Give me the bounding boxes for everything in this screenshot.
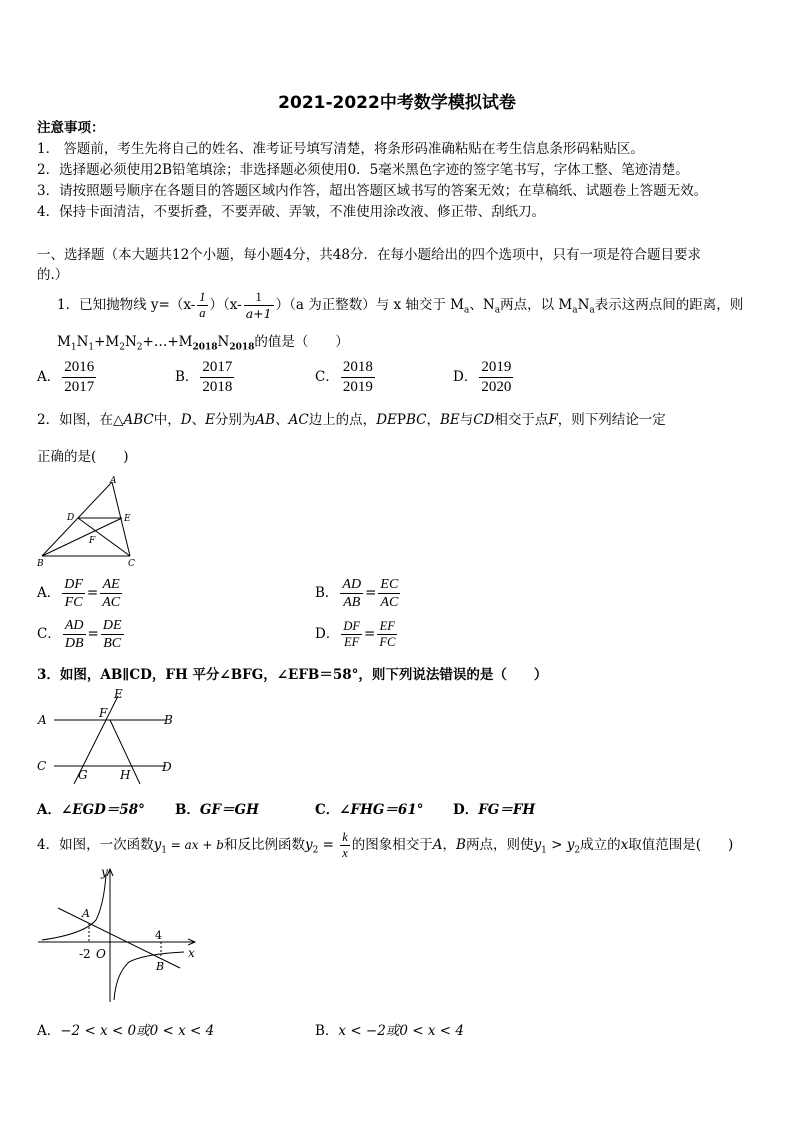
question-2: 2．如图，在△ABC中，D、E分别为AB、AC边上的点，DEPBC，BE与CD相交于点F，则下列结论一定 xyxy=(37,412,666,428)
hyperbola-branch-right xyxy=(114,952,184,1000)
label-y: y xyxy=(101,865,108,879)
q4-option-b[interactable]: B．x < −2或0 < x < 4 xyxy=(315,1023,464,1039)
q1-option-d[interactable]: D． $\frac{2019}{2020}$ xyxy=(453,359,512,395)
label-minus-2: -2 xyxy=(79,947,91,961)
label-d: D xyxy=(162,760,172,774)
q1-option-a[interactable]: A． $\frac{2016}{2017}$ xyxy=(37,359,95,395)
q2-triangle-figure xyxy=(34,474,144,570)
q3-option-a[interactable]: A．∠EGD＝58° xyxy=(37,802,145,818)
section-heading-cont: 的.） xyxy=(37,267,69,283)
notice-item-4: 4．保持卡面清洁，不要折叠，不要弄破、弄皱，不准使用涂改液、修正带、刮纸刀。 xyxy=(37,204,546,220)
q4-function-graph xyxy=(34,864,204,1009)
label-e: E xyxy=(114,687,123,701)
label-f: F xyxy=(89,536,96,546)
notice-item-2: 2．选择题必须使用2B铅笔填涂；非选择题必须使用0．5毫米黑色字迹的签字笔书写，字体工整、笔迹清楚。 xyxy=(37,162,689,178)
label-b: B xyxy=(156,960,165,973)
label-d: D xyxy=(67,513,75,523)
q3-option-c[interactable]: C．∠FHG＝61° xyxy=(315,802,424,818)
q2-option-d[interactable]: D． $\frac{DF}{EF}$ = $\frac{EF}{FC}$ xyxy=(315,619,396,649)
label-b: B xyxy=(164,713,173,727)
question-1-line-2: $M_1N_1+M_2N_2+\dots+M_{2018}N_{2018}$的值是（ ） xyxy=(57,334,349,353)
notice-heading: 注意事项： xyxy=(37,120,105,136)
label-c: C xyxy=(37,759,47,773)
label-c: C xyxy=(128,559,135,569)
label-a: A xyxy=(110,476,117,486)
q4-option-a[interactable]: A．−2 < x < 0或0 < x < 4 xyxy=(37,1023,215,1039)
page-title: 2021-2022中考数学模拟试卷 xyxy=(278,93,516,113)
q3-option-d[interactable]: D．FG＝FH xyxy=(453,802,536,818)
q3-parallel-lines-figure xyxy=(34,686,184,786)
hyperbola-branch-left xyxy=(42,874,106,940)
segment-be xyxy=(42,518,122,556)
q1-fraction-1: $\frac{1}{a}$ xyxy=(199,290,206,320)
question-2-line-2: 正确的是( ) xyxy=(37,449,129,465)
notice-item-3: 3．请按照题号顺序在各题目的答题区域内作答，超出答题区域书写的答案无效；在草稿纸、试题卷上答题无效。 xyxy=(37,183,708,199)
label-f: F xyxy=(99,706,108,720)
label-h: H xyxy=(120,768,131,782)
q1-fraction-2: $\frac{1}{a+1}$ xyxy=(245,290,272,321)
q1-option-c[interactable]: C． $\frac{2018}{2019}$ xyxy=(315,359,373,395)
label-g: G xyxy=(78,768,88,782)
label-o: O xyxy=(96,947,106,961)
label-4: 4 xyxy=(155,929,162,942)
label-e: E xyxy=(124,514,131,524)
question-3: 3．如图，AB∥CD，FH 平分∠BFG，∠EFB＝58°，则下列说法错误的是（ ） xyxy=(37,667,548,683)
question-1: 1．已知抛物线 y=（x- $\frac{1}{a}$ ）（x- $\frac{1}{a+1}$ ）（a 为正整数）与 x 轴交于 $M_a$、$N_a$两点，以 $M_aN_a$表示这两点间的距离，则 xyxy=(57,290,744,321)
question-4: 4．如图，一次函数$y_1$ = ax + b和反比例函数$y_2$ = $\frac{k}{x}$ 的图象相交于A，B两点，则使$y_1 > y_2$成立的x取值范围是( ) xyxy=(37,830,734,860)
q2-option-a[interactable]: A． $\frac{DF}{FC}$ = $\frac{AE}{AC}$ xyxy=(37,577,121,610)
q1-option-b[interactable]: B． $\frac{2017}{2018}$ xyxy=(175,359,233,395)
label-a: A xyxy=(82,907,90,920)
segment-ab xyxy=(42,482,112,556)
label-b: B xyxy=(37,559,44,569)
section-heading: 一、选择题（本大题共12个小题，每小题4分，共48分．在每小题给出的四个选项中，只有一项是符合题目要求 xyxy=(37,247,701,263)
label-x: x xyxy=(188,946,195,960)
q2-option-b[interactable]: B． $\frac{AD}{AB}$ = $\frac{EC}{AC}$ xyxy=(315,577,399,610)
notice-item-1: 1． 答题前，考生先将自己的姓名、准考证号填写清楚，将条形码准确粘贴在考生信息条形码粘贴区。 xyxy=(37,141,644,157)
label-a: A xyxy=(38,713,47,727)
q3-option-b[interactable]: B．GF＝GH xyxy=(175,802,259,818)
q2-option-c[interactable]: C． $\frac{AD}{DB}$ = $\frac{DE}{BC}$ xyxy=(37,618,122,651)
